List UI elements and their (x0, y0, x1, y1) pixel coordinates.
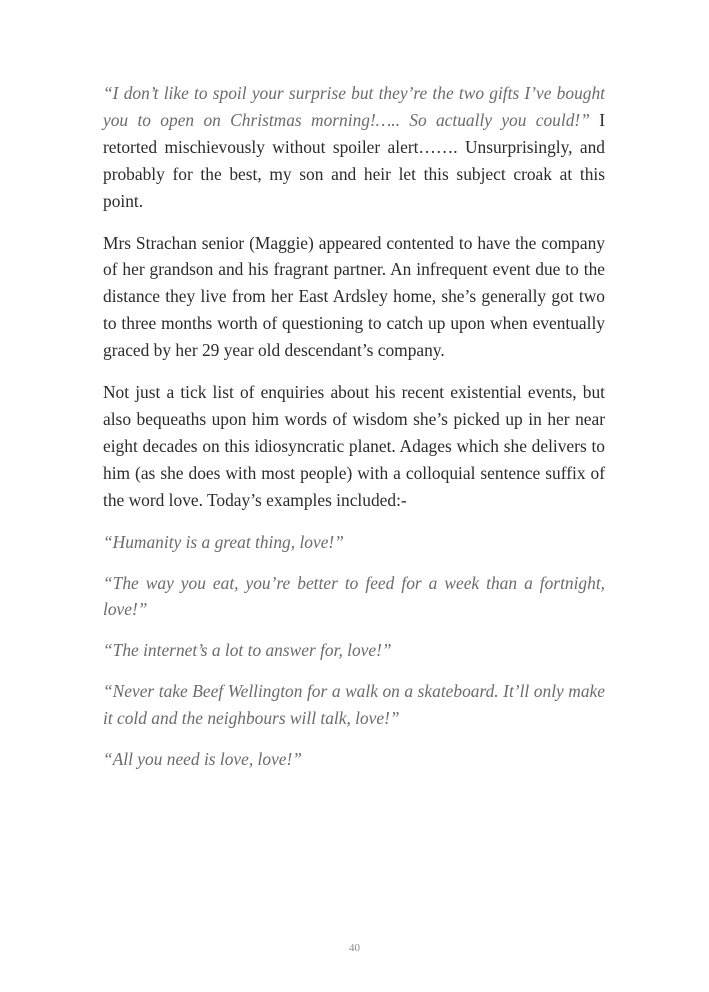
saying-feed-for-a-week: “The way you eat, you’re better to feed for a week than a fortnight, love!” (103, 572, 605, 620)
gift-narration: I retorted mischievously without spoiler alert……. Unsurprisingly, and probably for the best, my son and heir let this subject croak at this point. (103, 109, 606, 211)
page-number: 40 (349, 942, 360, 954)
paragraph-maggie: Mrs Strachan senior (Maggie) appeared contented to have the company of her grandson and his fragrant partner. An infrequent event due to the distance they live from her East Ardsley home, she’s generally got two to three months worth of questioning to catch up upon when eventually graced by her 29 year old descendant’s company. (103, 232, 605, 361)
saying-all-you-need-is-love: “All you need is love, love!” (103, 749, 302, 770)
paragraph-wisdom: Not just a tick list of enquiries about his recent existential events, but also bequeaths upon him words of wisdom she’s picked up in her near eight decades on this idiosyncratic planet. Adages which she delivers to him (as she does with most people) with a colloquial sentence suffix of the word love. Today’s examples included:- (103, 382, 605, 510)
saying-internet: “The internet’s a lot to answer for, love!” (103, 640, 392, 661)
saying-beef-wellington: “Never take Beef Wellington for a walk on a skateboard. It’ll only make it cold and the neighbours will talk, love!” (103, 681, 605, 729)
gift-quote: “I don’t like to spoil your surprise but they’re the two gifts I’ve bought you to open on Christmas morning!….. So actually you could!” (103, 83, 605, 130)
paragraph-christmas-gifts (103, 80, 605, 215)
page-body (103, 80, 605, 773)
saying-humanity: “Humanity is a great thing, love!” (103, 531, 344, 552)
